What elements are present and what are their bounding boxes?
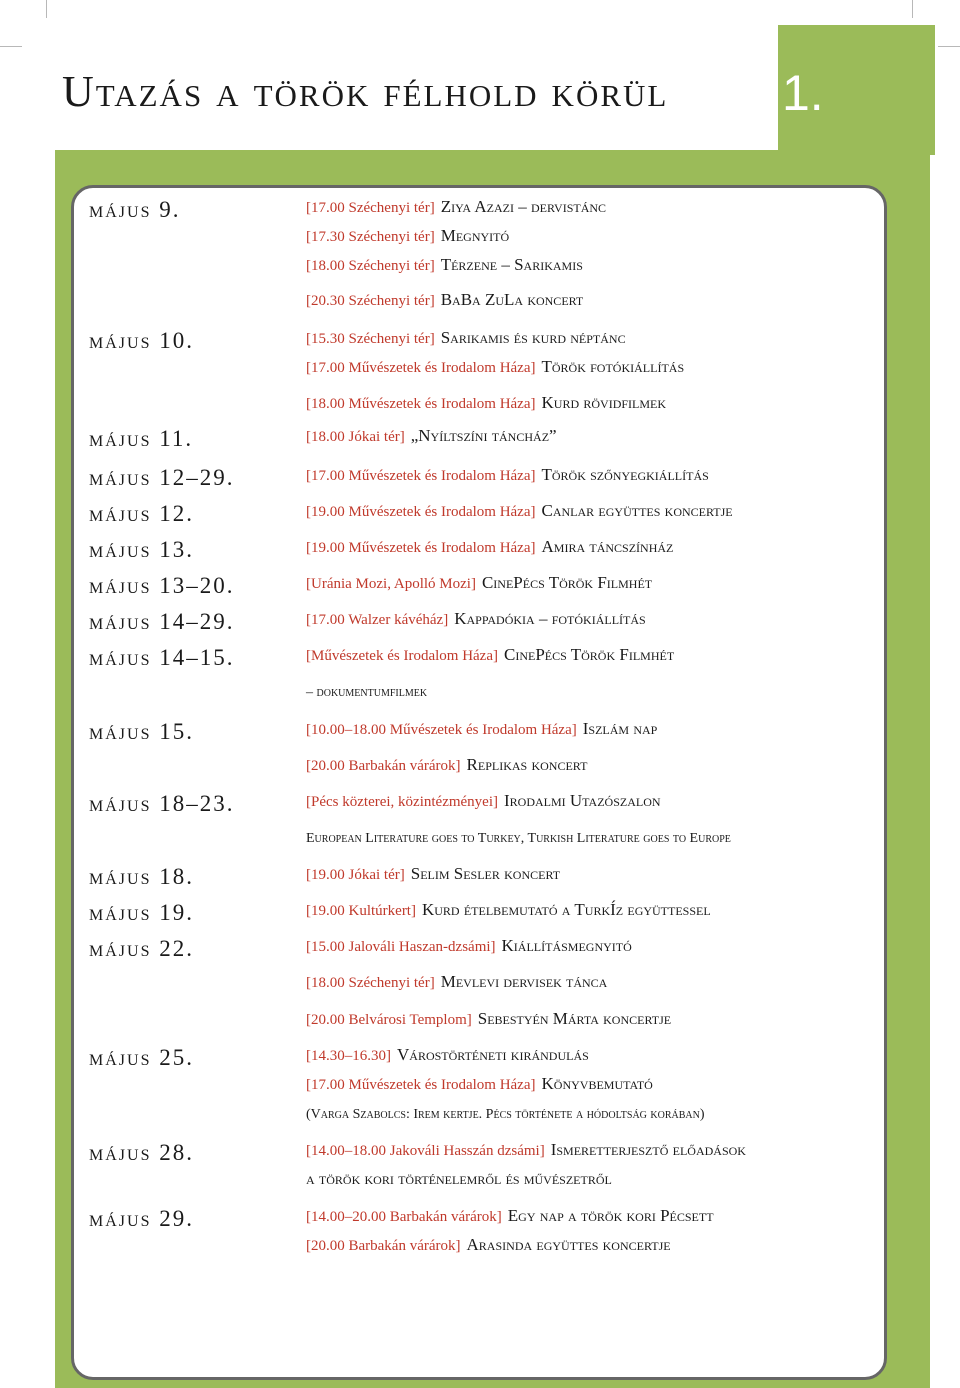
schedule-row: [0, 1009, 960, 1039]
schedule-meta: [19.00 Kultúrkert]: [306, 903, 416, 919]
schedule-row: [0, 791, 960, 821]
schedule-meta: [19.00 Művészetek és Irodalom Háza]: [306, 540, 536, 556]
schedule-row: [0, 1235, 960, 1265]
schedule-date: május 22.: [89, 936, 194, 961]
schedule-date: május 11.: [89, 426, 194, 451]
schedule-row: [0, 501, 960, 531]
schedule-row: [0, 1074, 960, 1104]
schedule-event: BaBa ZuLa koncert: [440, 290, 584, 309]
schedule-event: CinePécs Török Filmhét: [481, 573, 653, 592]
schedule-event: Canlar együttes koncertje: [541, 501, 733, 520]
schedule-row: [0, 900, 960, 930]
schedule-row: [0, 645, 960, 675]
schedule-meta: [17.30 Széchenyi tér]: [306, 229, 435, 245]
schedule-event: Sebestyén Márta koncertje: [477, 1009, 672, 1028]
schedule-meta: [18.00 Művészetek és Irodalom Háza]: [306, 396, 536, 412]
schedule-event: Török szőnyegkiállítás: [541, 465, 709, 484]
schedule-date: május 10.: [89, 328, 194, 353]
schedule-date: május 14–29.: [89, 609, 235, 634]
schedule-row: [0, 755, 960, 785]
schedule-meta: [18.00 Széchenyi tér]: [306, 258, 435, 274]
schedule-row: [0, 197, 960, 227]
schedule-row: [0, 465, 960, 495]
page-title: Utazás a török félhold körül: [62, 67, 669, 116]
crop-mark: [938, 46, 960, 47]
schedule-meta: [20.00 Belvárosi Templom]: [306, 1012, 472, 1028]
schedule-event: Várostörténeti kirándulás: [397, 1045, 589, 1064]
schedule-event: Iszlám nap: [582, 719, 658, 738]
schedule-event: Kappadókia – fotókiállítás: [454, 609, 646, 628]
schedule-row: [0, 573, 960, 603]
schedule-date: május 13.: [89, 537, 194, 562]
schedule-row: [0, 255, 960, 285]
schedule-date: május 14–15.: [89, 645, 235, 670]
schedule-event: Amira táncszínház: [541, 537, 674, 556]
schedule-event: Ismeretterjesztő előadások: [550, 1140, 746, 1159]
schedule-event: Replikas koncert: [466, 755, 588, 774]
schedule-event: Kurd rövidfilmek: [541, 393, 667, 412]
schedule-event: Könyvbemutató: [541, 1074, 653, 1093]
schedule-event: Ziya Azazi – dervistánc: [440, 197, 607, 216]
schedule-row: [0, 972, 960, 1002]
schedule-meta: [15.00 Jalováli Haszan-dzsámi]: [306, 939, 496, 955]
schedule-meta: [Művészetek és Irodalom Háza]: [306, 648, 498, 664]
schedule-date: május 13–20.: [89, 573, 235, 598]
schedule-row: [0, 1140, 960, 1170]
schedule-meta: [17.00 Walzer kávéház]: [306, 612, 449, 628]
schedule-event: Kurd ételbemutató a TurkÍz együttessel: [421, 900, 711, 919]
schedule-row: [0, 936, 960, 966]
schedule-meta: [14.00–18.00 Jakováli Hasszán dzsámi]: [306, 1143, 545, 1159]
schedule-event: Irodalmi Utazószalon: [504, 791, 661, 810]
schedule-row: [0, 357, 960, 387]
schedule-meta: [10.00–18.00 Művészetek és Irodalom Háza]: [306, 722, 577, 738]
schedule-event: Arasinda együttes koncertje: [466, 1235, 671, 1254]
schedule-event: Térzene – Sarikamis: [440, 255, 583, 274]
schedule-date: május 28.: [89, 1140, 194, 1165]
schedule-event: (Varga Szabolcs: Irem kertje. Pécs története a hódoltság korában): [306, 1107, 705, 1122]
crop-mark: [912, 0, 913, 18]
schedule-meta: [Uránia Mozi, Apolló Mozi]: [306, 576, 476, 592]
schedule-row: [0, 1169, 960, 1199]
schedule-event: – dokumentumfilmek: [306, 685, 428, 700]
schedule-date: május 29.: [89, 1206, 194, 1231]
schedule-meta: [17.00 Művészetek és Irodalom Háza]: [306, 360, 536, 376]
schedule-date: május 15.: [89, 719, 194, 744]
schedule-meta: [18.00 Jókai tér]: [306, 429, 405, 445]
schedule-row: [0, 393, 960, 423]
schedule-event: „Nyíltszíni táncház”: [410, 426, 557, 445]
schedule-meta: [17.00 Művészetek és Irodalom Háza]: [306, 1077, 536, 1093]
schedule-meta: [20.00 Barbakán várárok]: [306, 758, 461, 774]
schedule-event: Sarikamis és kurd néptánc: [440, 328, 626, 347]
schedule-meta: [Pécs közterei, közintézményei]: [306, 794, 498, 810]
schedule-event: Selim Sesler koncert: [410, 864, 561, 883]
schedule-meta: [17.00 Széchenyi tér]: [306, 200, 435, 216]
schedule-event: Kiállításmegnyitó: [501, 936, 632, 955]
schedule-meta: [19.00 Jókai tér]: [306, 867, 405, 883]
schedule-row: [0, 328, 960, 358]
schedule-meta: [14.00–20.00 Barbakán várárok]: [306, 1209, 502, 1225]
issue-number: 1.: [782, 65, 824, 121]
schedule-meta: [18.00 Széchenyi tér]: [306, 975, 435, 991]
schedule-row: [0, 829, 960, 859]
schedule-event: a török kori történelemről és művészetről: [306, 1169, 612, 1188]
schedule-row: [0, 1206, 960, 1236]
schedule-row: [0, 683, 960, 713]
schedule-date: május 19.: [89, 900, 194, 925]
schedule-event: Mevlevi dervisek tánca: [440, 972, 608, 991]
schedule-meta: [20.30 Széchenyi tér]: [306, 293, 435, 309]
schedule-row: [0, 426, 960, 456]
schedule-row: [0, 1105, 960, 1135]
crop-mark: [0, 46, 22, 47]
schedule-row: [0, 719, 960, 749]
schedule-meta: [20.00 Barbakán várárok]: [306, 1238, 461, 1254]
schedule-row: [0, 226, 960, 256]
schedule-date: május 18.: [89, 864, 194, 889]
schedule-meta: [19.00 Művészetek és Irodalom Háza]: [306, 504, 536, 520]
schedule-date: május 18–23.: [89, 791, 235, 816]
schedule-date: május 25.: [89, 1045, 194, 1070]
schedule-date: május 9.: [89, 197, 181, 222]
schedule-row: [0, 864, 960, 894]
schedule-row: [0, 1045, 960, 1075]
schedule-event: Megnyitó: [440, 226, 510, 245]
schedule-meta: [15.30 Széchenyi tér]: [306, 331, 435, 347]
schedule-date: május 12–29.: [89, 465, 235, 490]
schedule-date: május 12.: [89, 501, 194, 526]
schedule-event: European Literature goes to Turkey, Turkish Literature goes to Europe: [306, 831, 731, 846]
schedule-meta: [17.00 Művészetek és Irodalom Háza]: [306, 468, 536, 484]
schedule-row: [0, 537, 960, 567]
schedule-meta: [14.30–16.30]: [306, 1048, 391, 1064]
schedule-row: [0, 290, 960, 320]
schedule-event: Török fotókiállítás: [541, 357, 685, 376]
crop-mark: [46, 0, 47, 18]
schedule-event: CinePécs Török Filmhét: [504, 645, 675, 664]
schedule-event: Egy nap a török kori Pécsett: [507, 1206, 714, 1225]
schedule-row: [0, 609, 960, 639]
